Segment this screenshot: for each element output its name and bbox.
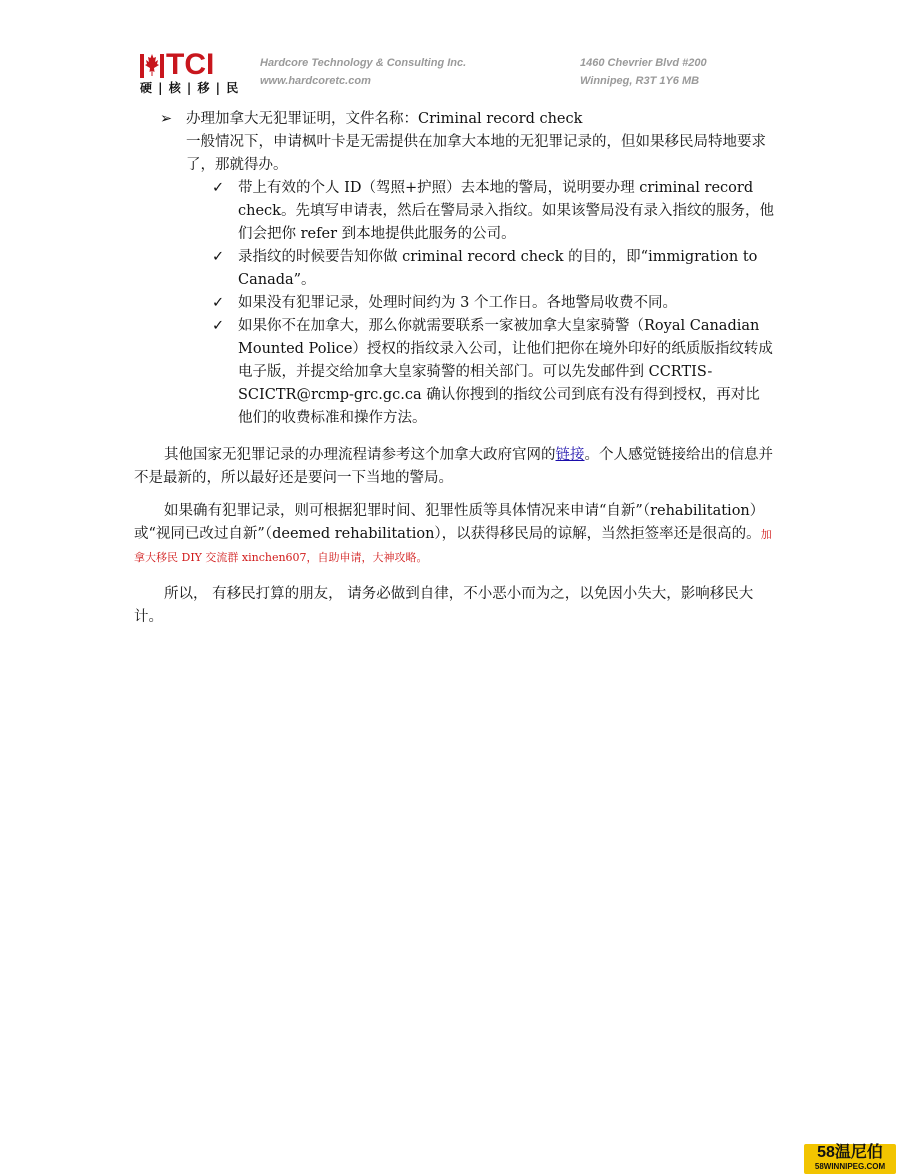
paragraph-text: 其他国家无犯罪记录的办理流程请参考这个加拿大政府官网的 <box>164 447 556 463</box>
check-icon: ✓ <box>212 180 225 196</box>
check-item-text: 如果没有犯罪记录，处理时间约为 3 个工作日。各地警局收费不同。 <box>238 295 677 311</box>
government-link[interactable]: 链接 <box>555 447 585 463</box>
logo-mark <box>140 48 215 81</box>
watermark-url: 58WINNIPEG.COM <box>814 1162 886 1171</box>
company-address <box>580 54 707 90</box>
logo-chinese-text: 硬 | 核 | 移 | 民 <box>140 81 240 95</box>
paragraph-other-countries <box>134 444 774 490</box>
address-line-1: 1460 Chevrier Blvd #200 <box>580 57 707 69</box>
maple-leaf-icon <box>140 52 164 78</box>
check-item-text: 带上有效的个人 ID（驾照+护照）去本地的警局，说明要办理 criminal record check。先填写申请表，然后在警局录入指纹。如果该警局没有录入指纹的服务，他们会把你 refer 到本地提供此服务的公司。 <box>238 180 774 242</box>
company-name: Hardcore Technology & Consulting Inc. <box>260 57 467 69</box>
letterhead <box>140 48 780 95</box>
check-icon: ✓ <box>212 318 225 334</box>
watermark-title: 58温尼伯 <box>817 1144 883 1161</box>
address-line-2: Winnipeg, R3T 1Y6 MB <box>580 75 700 87</box>
check-item-text: 如果你不在加拿大，那么你就需要联系一家被加拿大皇家骑警（Royal Canadian Mounted Police）授权的指纹录入公司，让他们把你在境外印好的纸质版指纹转成电子版，并提交给加拿大皇家骑警的相关部门。可以先发邮件到 CCRTIS-SCICTR@rcmp-grc.gc.ca 确认你搜到的指纹公司到底有没有得到授权，再对比他们的收费标准和操作方法。 <box>238 318 773 426</box>
section-intro: 一般情况下，申请枫叶卡是无需提供在加拿大本地的无犯罪记录的，但如果移民局特地要求了，那就得办。 <box>186 134 766 173</box>
list-item <box>212 292 774 315</box>
section-title: 办理加拿大无犯罪证明，文件名称：Criminal record check <box>186 111 583 127</box>
paragraph-text: 如果确有犯罪记录，则可根据犯罪时间、犯罪性质等具体情况来申请“自新”（rehabilitation）或“视同已改过自新”（deemed rehabilitation），以获得移民局的谅解，当然拒签率还是很高的。 <box>134 503 765 542</box>
company-info <box>260 54 466 90</box>
list-item <box>212 177 774 246</box>
list-item <box>212 315 774 430</box>
checklist <box>212 177 774 430</box>
check-item-text: 录指纹的时候要告知你做 criminal record check 的目的，即“immigration to Canada”。 <box>238 249 758 288</box>
paragraph-text: 所以， 有移民打算的朋友， 请务必做到自律，不小恶小而为之，以免因小失大，影响移民大计。 <box>134 586 754 625</box>
check-icon: ✓ <box>212 295 225 311</box>
paragraph-rehabilitation <box>134 500 774 569</box>
company-url: www.hardcoretc.com <box>260 75 371 87</box>
site-watermark <box>804 1144 896 1174</box>
document-body <box>134 108 774 629</box>
list-item <box>212 246 774 292</box>
paragraph-conclusion <box>134 583 774 629</box>
company-logo <box>140 48 246 95</box>
check-icon: ✓ <box>212 249 225 265</box>
promo-note: 加拿大移民 DIY 交流群 xinchen607，自助申请，大神攻略。 <box>134 528 772 564</box>
paragraph-text: 。个人感觉链接给出的信息并不是最新的，所以最好还是要问一下当地的警局。 <box>134 447 773 486</box>
arrow-bullet-icon: ➢ <box>160 111 173 127</box>
logo-text: TCI <box>166 48 215 81</box>
section-criminal-record <box>134 108 774 177</box>
